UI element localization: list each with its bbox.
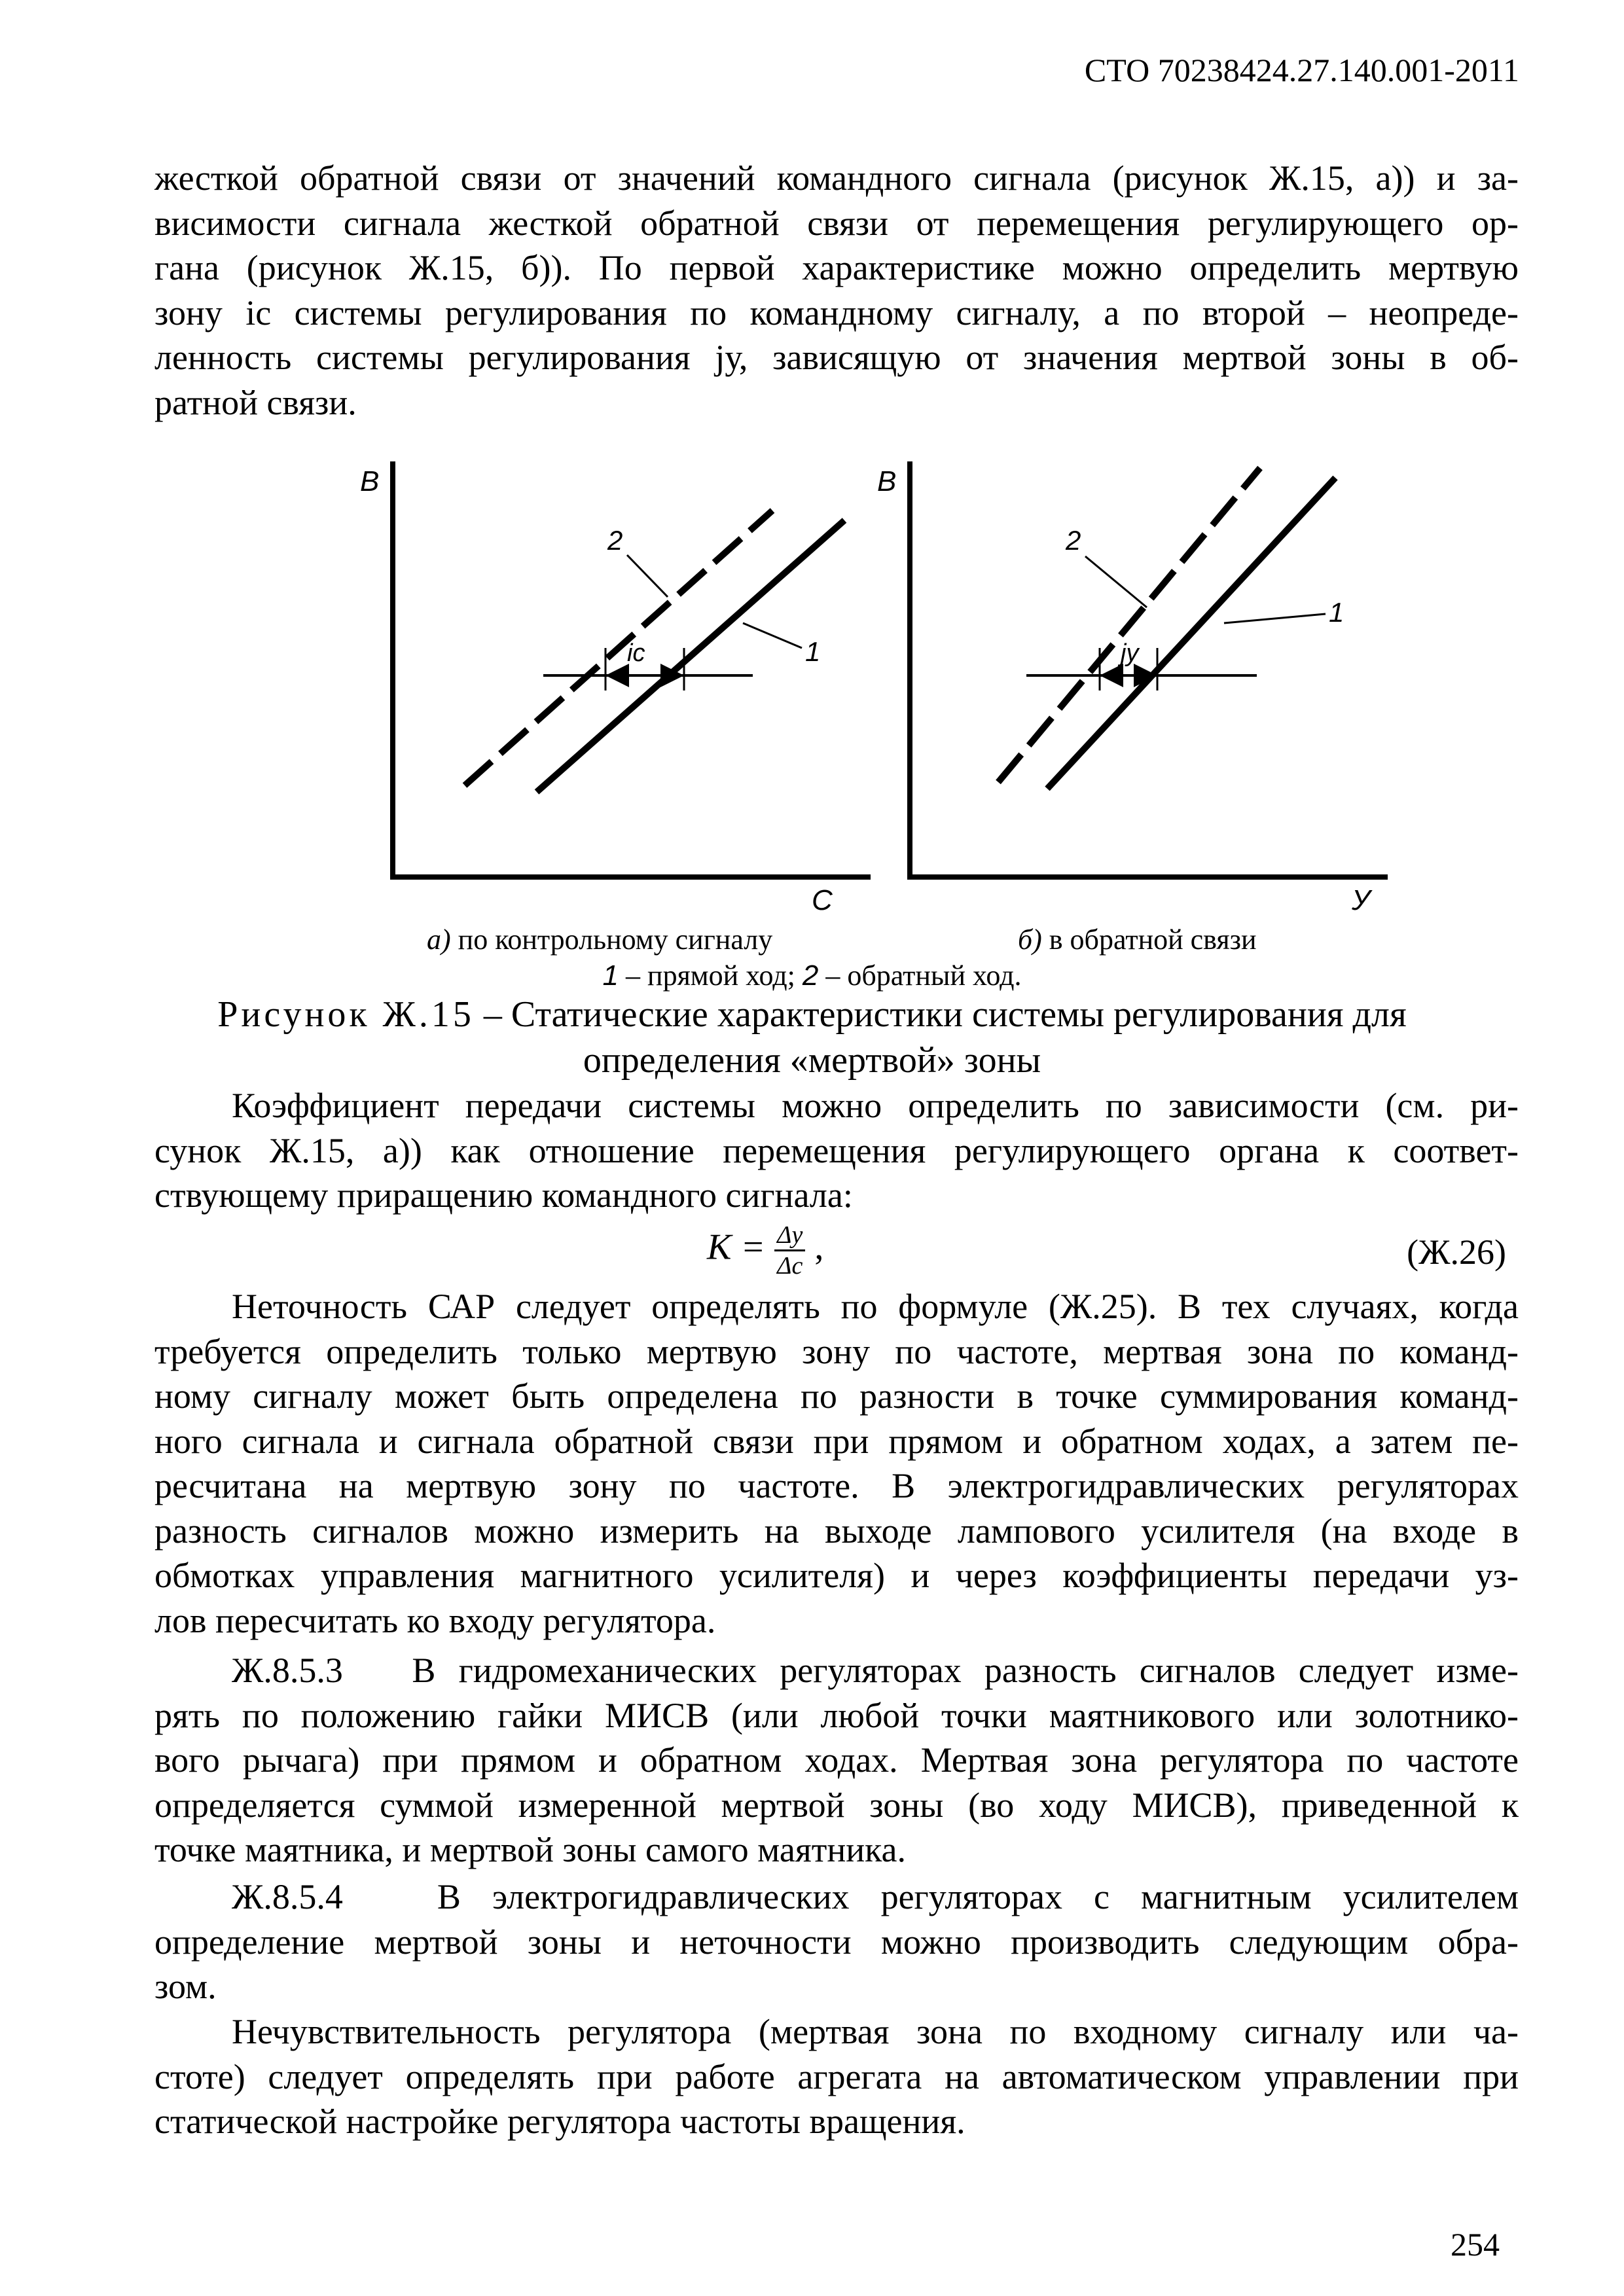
text-line: статической настройке регулятора частоты вращения. bbox=[154, 2102, 965, 2141]
text-line: Неточность САР следует определять по формуле (Ж.25). В тех случаях, когда bbox=[232, 1287, 1519, 1326]
text-line: Ж.8.5.4 В электрогидравлических регуляторах с магнитным усилителем bbox=[232, 1877, 1519, 1916]
curve-label-2-left: 2 bbox=[607, 525, 623, 556]
zone-label-right: jу bbox=[1121, 639, 1139, 667]
text-line: Нечувствительность регулятора (мертвая зона по входному сигналу или ча- bbox=[232, 2012, 1519, 2051]
text-line: определение мертвой зоны и неточности можно производить следующим обра- bbox=[154, 1922, 1519, 1962]
formula-k bbox=[707, 1221, 823, 1280]
plot-right bbox=[877, 461, 1388, 916]
paragraph-intro bbox=[154, 156, 1519, 425]
formula-fraction bbox=[774, 1221, 805, 1280]
formula-numerator: Δy bbox=[774, 1221, 805, 1251]
text-line: точке маятника, и мертвой зоны самого маятника. bbox=[154, 1830, 907, 1869]
formula-lhs: K = bbox=[707, 1227, 766, 1268]
curve-label-1-right: 1 bbox=[1329, 597, 1344, 628]
figure-static-characteristics bbox=[353, 452, 1401, 923]
figure-legend bbox=[0, 959, 1624, 992]
text-line: разность сигналов можно измерить на выходе лампового усилителя (на входе в bbox=[154, 1511, 1519, 1551]
paragraph-inaccuracy bbox=[154, 1284, 1519, 1643]
text-line: жесткой обратной связи от значений командного сигнала (рисунок Ж.15, а)) и за- bbox=[154, 158, 1519, 198]
text-line: Ж.8.5.3 В гидромеханических регуляторах разность сигналов следует изме- bbox=[232, 1651, 1519, 1690]
formula-comma: , bbox=[814, 1227, 824, 1268]
x-axis-label-right: У bbox=[1352, 884, 1371, 916]
equation-number: (Ж.26) bbox=[1407, 1232, 1506, 1272]
formula-denominator: Δc bbox=[777, 1252, 803, 1280]
page-number: 254 bbox=[1451, 2226, 1500, 2263]
line-forward-stroke-left bbox=[537, 520, 844, 792]
curve-label-1-left: 1 bbox=[805, 636, 821, 667]
subcaption-letter: б) bbox=[1018, 924, 1042, 956]
line-reverse-stroke-right bbox=[998, 468, 1260, 782]
text-line: ствующему приращению командного сигнала: bbox=[154, 1175, 853, 1215]
paragraph-zh-8-5-3 bbox=[154, 1648, 1519, 1873]
figure-number: Рисунок Ж.15 bbox=[217, 994, 475, 1035]
leader-line bbox=[627, 555, 668, 597]
text-line: определяется суммой измеренной мертвой зоны (во ходу МИСВ), приведенной к bbox=[154, 1785, 1519, 1825]
leader-line bbox=[1085, 556, 1147, 607]
text-line: стоте) следует определять при работе агрегата на автоматическом управлении при bbox=[154, 2056, 1519, 2096]
text-line: рять по положению гайки МИСВ (или любой точки маятникового или золотнико- bbox=[154, 1695, 1519, 1735]
figure-title-line bbox=[0, 992, 1624, 1037]
text-line: ленность системы регулирования jу, зависящую от значения мертвой зоны в об- bbox=[154, 338, 1519, 377]
figure-title-line: определения «мертвой» зоны bbox=[583, 1040, 1041, 1081]
text-line: сунок Ж.15, а)) как отношение перемещения регулирующего органа к соответ- bbox=[154, 1130, 1519, 1170]
text-line: ресчитана на мертвую зону по частоте. В электрогидравлических регуляторах bbox=[154, 1466, 1519, 1505]
legend-text-1: – прямой ход; bbox=[619, 960, 803, 992]
subcaption-right bbox=[1018, 923, 1257, 956]
figure-title bbox=[0, 992, 1624, 1083]
plot-left bbox=[360, 461, 871, 916]
axes-left bbox=[393, 461, 871, 877]
subcaption-left bbox=[427, 923, 772, 956]
paragraph-coefficient bbox=[154, 1083, 1519, 1218]
text-line: зом. bbox=[154, 1967, 217, 2006]
axes-right bbox=[910, 461, 1388, 877]
line-forward-stroke-right bbox=[1047, 478, 1335, 789]
text-line: лов пересчитать ко входу регулятора. bbox=[154, 1600, 716, 1640]
x-axis-label-left: C bbox=[812, 884, 833, 916]
leader-line bbox=[743, 623, 802, 648]
text-line: вого рычага) при прямом и обратном ходах. Мертвая зона регулятора по частоте bbox=[154, 1740, 1519, 1780]
subcaption-letter: а) bbox=[427, 924, 451, 956]
leader-line bbox=[1224, 614, 1326, 623]
subcaption-text: в обратной связи bbox=[1049, 924, 1257, 956]
curve-label-2-right: 2 bbox=[1066, 525, 1081, 556]
text-line: гана (рисунок Ж.15, б)). По первой характеристике можно определить мертвую bbox=[154, 248, 1519, 287]
text-line: ратной связи. bbox=[154, 382, 357, 422]
text-line: обмотках управления магнитного усилителя) и через коэффициенты передачи уз- bbox=[154, 1556, 1519, 1595]
legend-text-2: – обратный ход. bbox=[818, 960, 1022, 992]
subcaption-text: по контрольному сигналу bbox=[458, 924, 773, 956]
paragraph-insensitivity bbox=[154, 2009, 1519, 2144]
document-code: СТО 70238424.27.140.001-2011 bbox=[1084, 52, 1519, 88]
figure-title-text: – Статические характеристики системы регулирования для bbox=[474, 994, 1407, 1035]
text-line: ного сигнала и сигнала обратной связи при прямом и обратном ходах, а затем пе- bbox=[154, 1421, 1519, 1461]
zone-label-left: iс bbox=[627, 639, 645, 667]
paragraph-zh-8-5-4 bbox=[154, 1874, 1519, 2009]
text-line: ному сигналу может быть определена по разности в точке суммирования команд- bbox=[154, 1376, 1519, 1416]
text-line: Коэффициент передачи системы можно определить по зависимости (см. ри- bbox=[232, 1086, 1519, 1125]
text-line: требуется определить только мертвую зону по частоте, мертвая зона по команд- bbox=[154, 1331, 1519, 1371]
text-line: висимости сигнала жесткой обратной связи от перемещения регулирующего ор- bbox=[154, 203, 1519, 243]
text-line: зону iс системы регулирования по командному сигналу, а по второй – неопреде- bbox=[154, 293, 1519, 332]
legend-key-1: 1 bbox=[602, 960, 619, 992]
legend-key-2: 2 bbox=[802, 960, 819, 992]
y-axis-label-right: B bbox=[877, 465, 897, 497]
y-axis-label-left: B bbox=[360, 465, 380, 497]
